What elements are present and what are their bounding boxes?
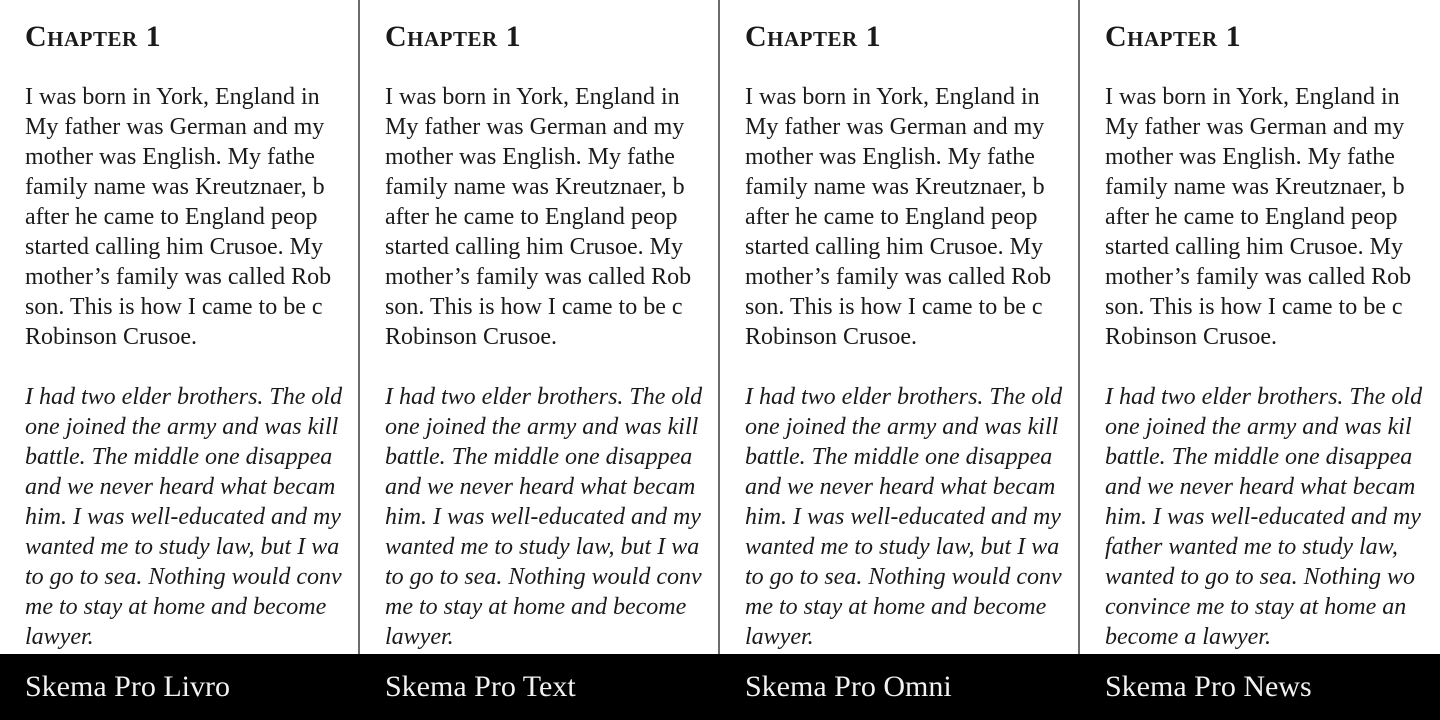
text-line: to go to sea. Nothing would conv bbox=[25, 564, 342, 590]
text-line: Robinson Crusoe. bbox=[745, 324, 918, 350]
text-line: mother was English. My fathe bbox=[25, 144, 315, 170]
text-line: and we never heard what becam bbox=[385, 474, 696, 500]
sample-paragraph-italic bbox=[1105, 382, 1440, 652]
sample-paragraph-italic bbox=[745, 382, 1078, 652]
text-line: Robinson Crusoe. bbox=[1105, 324, 1278, 350]
font-column-news bbox=[1080, 0, 1440, 654]
text-line: family name was Kreutznaer, b bbox=[25, 174, 325, 200]
text-line: son. This is how I came to be c bbox=[385, 294, 683, 320]
text-line: wanted me to study law, but I wa bbox=[745, 534, 1060, 560]
text-line: My father was German and my bbox=[745, 114, 1045, 140]
text-line: one joined the army and was kill bbox=[25, 414, 339, 440]
text-line: battle. The middle one disappea bbox=[25, 444, 333, 470]
text-line: I had two elder brothers. The old bbox=[745, 384, 1063, 410]
font-name-bar bbox=[0, 654, 1440, 720]
text-line: after he came to England peop bbox=[745, 204, 1038, 230]
text-line: lawyer. bbox=[385, 624, 454, 650]
text-line: battle. The middle one disappea bbox=[385, 444, 693, 470]
text-line: and we never heard what becam bbox=[25, 474, 336, 500]
text-line: family name was Kreutznaer, b bbox=[1105, 174, 1405, 200]
text-line: me to stay at home and become bbox=[385, 594, 687, 620]
font-column-omni bbox=[720, 0, 1080, 654]
sample-paragraph-regular bbox=[25, 82, 358, 352]
text-line: I was born in York, England in bbox=[1105, 84, 1400, 110]
text-line: battle. The middle one disappea bbox=[1105, 444, 1413, 470]
text-line: battle. The middle one disappea bbox=[745, 444, 1053, 470]
chapter-heading: Chapter 1 bbox=[745, 20, 882, 53]
text-line: convince me to stay at home an bbox=[1105, 594, 1407, 620]
font-column-text bbox=[360, 0, 720, 654]
text-line: mother was English. My fathe bbox=[385, 144, 675, 170]
text-line: My father was German and my bbox=[25, 114, 325, 140]
font-column-livro bbox=[0, 0, 360, 654]
font-name-label-news: Skema Pro News bbox=[1105, 670, 1312, 703]
text-line: son. This is how I came to be c bbox=[1105, 294, 1403, 320]
text-line: Robinson Crusoe. bbox=[25, 324, 198, 350]
sample-paragraph-regular bbox=[1105, 82, 1440, 352]
chapter-heading: Chapter 1 bbox=[1105, 20, 1242, 53]
text-line: to go to sea. Nothing would conv bbox=[385, 564, 702, 590]
sample-paragraph-regular bbox=[385, 82, 718, 352]
text-line: family name was Kreutznaer, b bbox=[745, 174, 1045, 200]
text-line: My father was German and my bbox=[385, 114, 685, 140]
text-line: me to stay at home and become bbox=[25, 594, 327, 620]
text-line: him. I was well-educated and my bbox=[745, 504, 1061, 530]
text-line: I was born in York, England in bbox=[385, 84, 680, 110]
chapter-heading: Chapter 1 bbox=[25, 20, 162, 53]
text-line: started calling him Crusoe. My bbox=[385, 234, 683, 260]
text-line: and we never heard what becam bbox=[745, 474, 1056, 500]
text-line: I had two elder brothers. The old bbox=[385, 384, 703, 410]
font-name-label-omni: Skema Pro Omni bbox=[745, 670, 952, 703]
text-line: started calling him Crusoe. My bbox=[745, 234, 1043, 260]
text-line: after he came to England peop bbox=[1105, 204, 1398, 230]
text-line: family name was Kreutznaer, b bbox=[385, 174, 685, 200]
text-line: I had two elder brothers. The old bbox=[25, 384, 343, 410]
text-line: father wanted me to study law, bbox=[1105, 534, 1398, 560]
text-line: mother was English. My fathe bbox=[1105, 144, 1395, 170]
sample-paragraph-italic bbox=[25, 382, 358, 652]
text-line: him. I was well-educated and my bbox=[25, 504, 341, 530]
text-line: mother was English. My fathe bbox=[745, 144, 1035, 170]
font-name-label-livro: Skema Pro Livro bbox=[25, 670, 230, 703]
sample-paragraph-regular bbox=[745, 82, 1078, 352]
text-line: started calling him Crusoe. My bbox=[1105, 234, 1403, 260]
text-line: one joined the army and was kill bbox=[745, 414, 1059, 440]
text-line: and we never heard what becam bbox=[1105, 474, 1416, 500]
text-line: wanted me to study law, but I wa bbox=[25, 534, 340, 560]
text-line: I had two elder brothers. The old bbox=[1105, 384, 1423, 410]
text-line: son. This is how I came to be c bbox=[745, 294, 1043, 320]
text-line: lawyer. bbox=[745, 624, 814, 650]
chapter-heading: Chapter 1 bbox=[385, 20, 522, 53]
text-line: after he came to England peop bbox=[385, 204, 678, 230]
text-line: mother’s family was called Rob bbox=[385, 264, 692, 290]
text-line: one joined the army and was kill bbox=[385, 414, 699, 440]
text-line: lawyer. bbox=[25, 624, 94, 650]
text-line: him. I was well-educated and my bbox=[1105, 504, 1421, 530]
text-line: one joined the army and was kil bbox=[1105, 414, 1412, 440]
text-line: mother’s family was called Rob bbox=[25, 264, 332, 290]
text-line: I was born in York, England in bbox=[25, 84, 320, 110]
text-line: son. This is how I came to be c bbox=[25, 294, 323, 320]
text-line: Robinson Crusoe. bbox=[385, 324, 558, 350]
text-line: mother’s family was called Rob bbox=[1105, 264, 1412, 290]
text-line: mother’s family was called Rob bbox=[745, 264, 1052, 290]
text-line: become a lawyer. bbox=[1105, 624, 1271, 650]
text-line: My father was German and my bbox=[1105, 114, 1405, 140]
text-line: wanted to go to sea. Nothing wo bbox=[1105, 564, 1416, 590]
text-line: wanted me to study law, but I wa bbox=[385, 534, 700, 560]
text-line: started calling him Crusoe. My bbox=[25, 234, 323, 260]
text-line: to go to sea. Nothing would conv bbox=[745, 564, 1062, 590]
text-line: him. I was well-educated and my bbox=[385, 504, 701, 530]
font-name-label-text: Skema Pro Text bbox=[385, 670, 576, 703]
text-line: I was born in York, England in bbox=[745, 84, 1040, 110]
text-line: me to stay at home and become bbox=[745, 594, 1047, 620]
sample-paragraph-italic bbox=[385, 382, 718, 652]
text-line: after he came to England peop bbox=[25, 204, 318, 230]
